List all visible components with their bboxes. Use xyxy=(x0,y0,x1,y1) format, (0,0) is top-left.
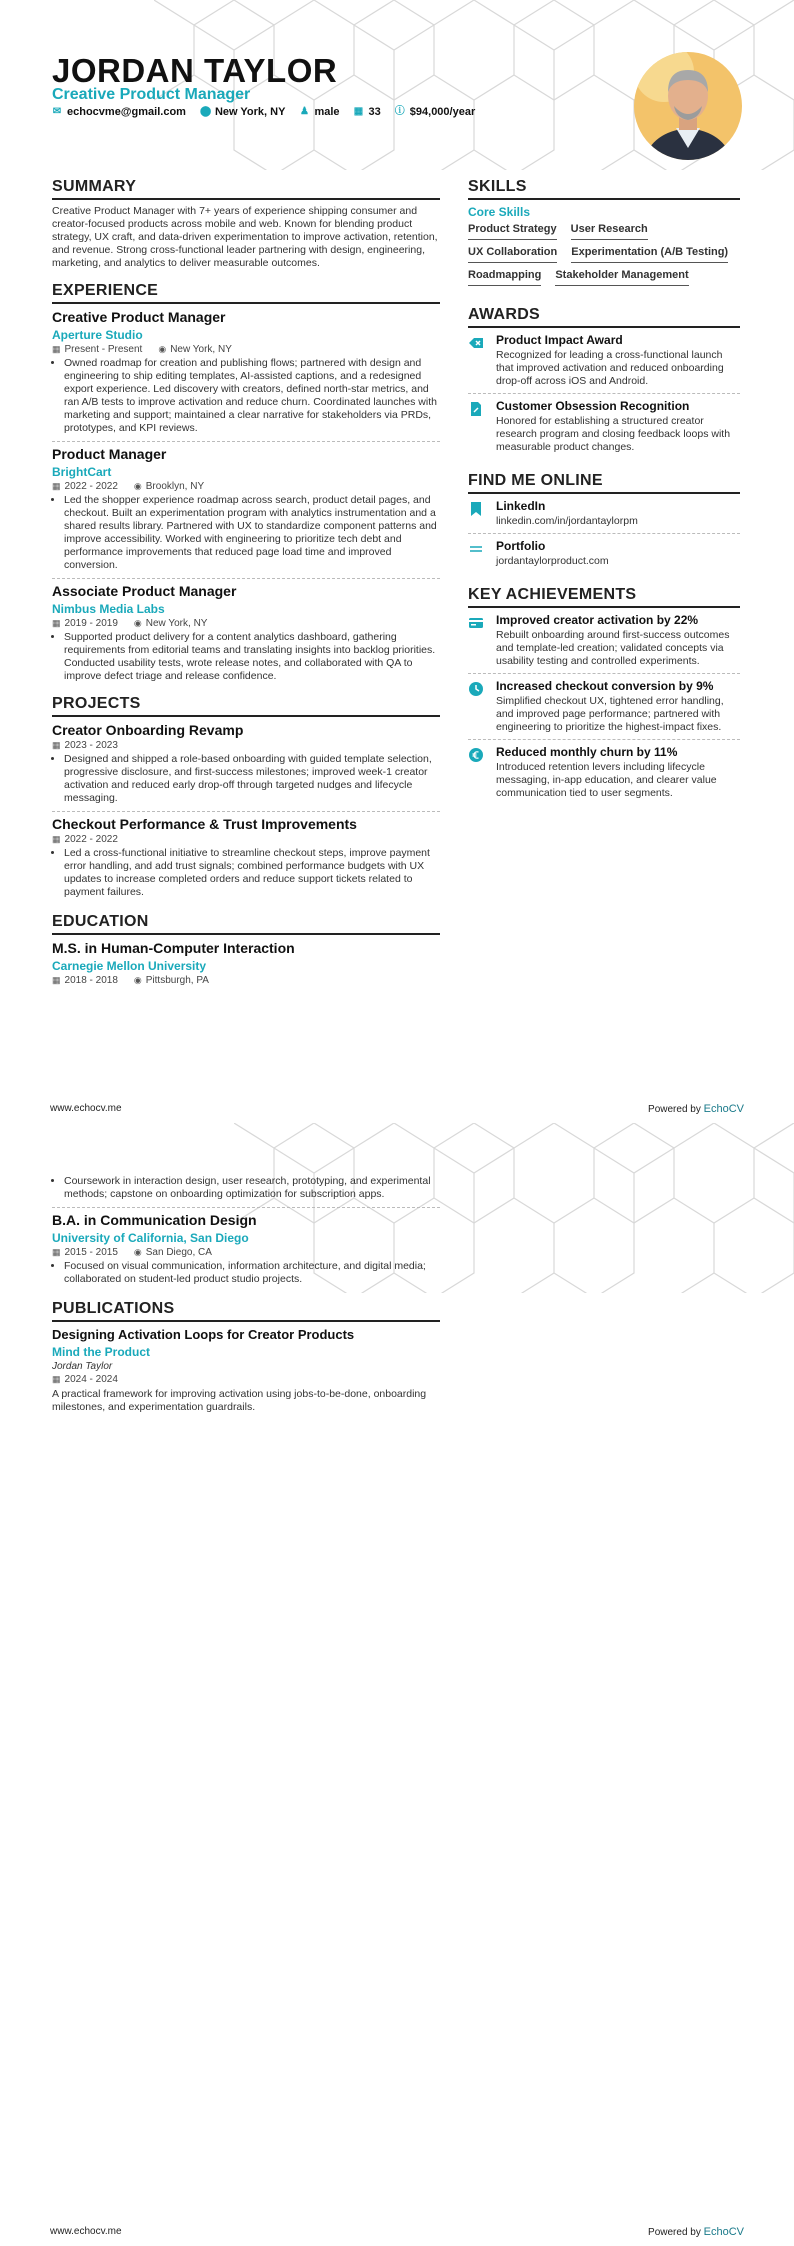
skill-tag: UX Collaboration xyxy=(468,246,557,263)
candidate-role: Creative Product Manager xyxy=(52,86,251,103)
resume-page-2 xyxy=(0,1123,794,2246)
document-icon xyxy=(468,401,484,417)
dates-text: 2022 - 2022 xyxy=(64,834,118,845)
brand-logo[interactable]: EchoCV xyxy=(703,2226,744,2238)
contact-email[interactable] xyxy=(52,106,186,118)
publication-desc: A practical framework for improving activation using jobs-to-be-done, onboarding milestones, and experimentation guardrails. xyxy=(52,1388,427,1413)
award-desc: Honored for establishing a structured creator research program and closing feedback loops with measurable product changes. xyxy=(496,415,731,453)
tag-icon xyxy=(468,335,484,351)
bullet-item: • Coursework in interaction design, user research, prototyping, and experimental methods; capstone on onboarding optimization for subscription apps. xyxy=(64,1175,440,1201)
dates-text: 2022 - 2022 xyxy=(64,481,118,492)
project-bullets xyxy=(52,847,440,899)
award-title: Customer Obsession Recognition xyxy=(496,399,690,413)
dates-text: 2023 - 2023 xyxy=(64,740,118,751)
divider xyxy=(468,533,740,534)
calendar-icon: ▦ xyxy=(353,106,364,117)
achievement-title: Improved creator activation by 22% xyxy=(496,613,699,627)
projects-heading: PROJECTS xyxy=(52,695,440,717)
summary-text: Creative Product Manager with 7+ years of experience shipping consumer and creator-focused products across mobile and web. Known for blending product strategy, UX craft, and data-driven experimentation to improve activation, retention, and revenue. Strong cross-functional leader partnering with design, engineering, marketing, and analytics to deliver measurable outcomes. xyxy=(52,205,438,269)
publication-dates xyxy=(52,1374,118,1385)
location-text: Brooklyn, NY xyxy=(145,481,205,492)
project-meta xyxy=(52,834,440,845)
job-bullets xyxy=(52,357,440,435)
age-text: 33 xyxy=(368,106,381,118)
publication-venue: Mind the Product xyxy=(52,1345,150,1359)
location-text: San Diego, CA xyxy=(145,1247,212,1258)
school-name: University of California, San Diego xyxy=(52,1231,249,1245)
experience-entry xyxy=(52,446,440,572)
location-pin-icon: ◉ xyxy=(133,481,142,491)
dates-text: 2019 - 2019 xyxy=(64,618,118,629)
footer-powered xyxy=(648,1103,744,1115)
online-label: Portfolio xyxy=(496,539,546,553)
job-location xyxy=(134,618,208,629)
footer-powered xyxy=(648,2226,744,2238)
calendar-icon: ▦ xyxy=(52,344,61,354)
education-bullets xyxy=(52,1260,440,1286)
calendar-icon: ▦ xyxy=(52,740,61,750)
left-column xyxy=(52,1173,440,1414)
job-dates xyxy=(52,344,142,355)
contact-age xyxy=(354,106,381,118)
calendar-icon: ▦ xyxy=(52,481,61,491)
calendar-icon: ▦ xyxy=(52,834,61,844)
envelope-icon: ✉ xyxy=(52,106,62,117)
job-dates xyxy=(52,481,118,492)
job-location xyxy=(134,481,204,492)
card-icon xyxy=(468,615,484,631)
online-link[interactable]: jordantaylorproduct.com xyxy=(496,555,609,567)
location-text: New York, NY xyxy=(214,106,286,118)
achievements-heading: KEY ACHIEVEMENTS xyxy=(468,586,740,608)
info-icon: ⓘ xyxy=(394,106,405,117)
bookmark-icon xyxy=(468,501,484,517)
project-bullets xyxy=(52,753,440,805)
divider xyxy=(468,739,740,740)
education-dates xyxy=(52,975,118,986)
email-text: echocvme@gmail.com xyxy=(67,106,186,118)
dates-text: Present - Present xyxy=(64,344,143,355)
euro-icon xyxy=(468,747,484,763)
powered-label: Powered by xyxy=(648,1104,701,1115)
location-pin-icon: ◉ xyxy=(133,618,142,628)
contact-salary xyxy=(395,106,475,118)
project-meta xyxy=(52,740,440,751)
calendar-icon: ▦ xyxy=(52,975,61,985)
education-meta xyxy=(52,1247,440,1258)
education-location xyxy=(134,975,209,986)
bullet-item: • Designed and shipped a role-based onboarding with guided template selection, progressive disclosure, and first-success milestones; improved week-1 creator activation and reduced early drop-off through targeted nudges and lifecycle messaging. xyxy=(64,753,440,805)
job-meta xyxy=(52,481,440,492)
location-pin-icon: ◉ xyxy=(133,1247,142,1257)
achievement-desc: Simplified checkout UX, tightened error handling, and improved page performance; partnered with engineering to prioritize the highest-impact fixes. xyxy=(496,695,724,733)
education-meta xyxy=(52,975,440,986)
online-item[interactable] xyxy=(468,499,740,528)
publication-title: Designing Activation Loops for Creator Products xyxy=(52,1327,355,1342)
location-text: Pittsburgh, PA xyxy=(145,975,209,986)
location-text: New York, NY xyxy=(170,344,232,355)
job-bullets xyxy=(52,631,440,683)
footer-site[interactable]: www.echocv.me xyxy=(50,2226,122,2237)
bullet-item: • Led the shopper experience roadmap across search, product detail pages, and checkout. Built an experimentation program with analytics instrumentation and a shared results library. Partnered with UX to standardize component patterns and improve accessibility. Worked with engineering to prioritize tech debt and performance improvements that reduced page load time and improved conversion. xyxy=(64,494,440,572)
skills-subheading: Core Skills xyxy=(468,205,531,219)
publication-entry xyxy=(52,1327,440,1414)
education-entry xyxy=(52,1212,440,1286)
job-bullets xyxy=(52,494,440,572)
degree-title: B.A. in Communication Design xyxy=(52,1212,257,1228)
company-name: Aperture Studio xyxy=(52,328,143,342)
calendar-icon: ▦ xyxy=(52,618,61,628)
job-meta xyxy=(52,344,440,355)
award-item xyxy=(468,399,740,454)
contact-gender xyxy=(299,106,339,118)
page-footer xyxy=(50,2226,744,2238)
powered-label: Powered by xyxy=(648,2227,701,2238)
education-bullets xyxy=(52,1175,440,1201)
divider xyxy=(52,578,440,579)
online-label: LinkedIn xyxy=(496,499,546,513)
education-heading: EDUCATION xyxy=(52,913,440,935)
online-link[interactable]: linkedin.com/in/jordantaylorpm xyxy=(496,515,638,527)
right-column xyxy=(468,178,740,800)
education-dates xyxy=(52,1247,118,1258)
degree-title: M.S. in Human-Computer Interaction xyxy=(52,940,295,956)
left-column xyxy=(52,178,440,986)
achievement-item xyxy=(468,745,740,800)
location-pin-icon: ◉ xyxy=(158,344,167,354)
publication-author: Jordan Taylor xyxy=(52,1361,113,1372)
achievement-item xyxy=(468,613,740,668)
salary-text: $94,000/year xyxy=(409,106,476,118)
achievement-title: Increased checkout conversion by 9% xyxy=(496,679,714,693)
divider xyxy=(52,1207,440,1208)
profile-photo xyxy=(634,52,742,160)
skill-tag: User Research xyxy=(571,223,648,240)
education-entry xyxy=(52,940,440,986)
achievement-desc: Rebuilt onboarding around first-success outcomes and template-led creation; validated concepts via usability testing and controlled experiments. xyxy=(496,629,730,667)
online-heading: FIND ME ONLINE xyxy=(468,472,740,494)
divider xyxy=(468,673,740,674)
skill-tag: Stakeholder Management xyxy=(555,269,688,286)
experience-entry xyxy=(52,583,440,683)
page-footer xyxy=(50,1103,744,1115)
project-entry xyxy=(52,722,440,805)
summary-heading: SUMMARY xyxy=(52,178,440,200)
dates-text: 2018 - 2018 xyxy=(64,975,118,986)
location-pin-icon: ◉ xyxy=(133,975,142,985)
experience-entry xyxy=(52,309,440,435)
project-dates xyxy=(52,740,118,751)
publication-meta xyxy=(52,1374,440,1385)
job-title: Associate Product Manager xyxy=(52,583,237,599)
calendar-icon: ▦ xyxy=(52,1247,61,1257)
contact-location xyxy=(200,106,286,118)
education-location xyxy=(134,1247,212,1258)
dates-text: 2024 - 2024 xyxy=(64,1374,118,1385)
divider xyxy=(52,441,440,442)
award-title: Product Impact Award xyxy=(496,333,623,347)
footer-site[interactable]: www.echocv.me xyxy=(50,1103,122,1114)
menu-icon xyxy=(468,541,484,557)
awards-heading: AWARDS xyxy=(468,306,740,328)
candidate-name: JORDAN TAYLOR xyxy=(52,52,338,89)
bullet-item: • Owned roadmap for creation and publishing flows; partnered with design and engineering to ship editing templates, AI-assisted captions, and a redesigned export experience. Led discovery with creators, defined north-star metrics, and ran A/B tests to improve activation and reduce churn. Coordinated launches with marketing and support; maintained a clear narrative for stakeholders via PRDs, prototypes, and KPI reviews. xyxy=(64,357,440,435)
publications-heading: PUBLICATIONS xyxy=(52,1300,440,1322)
job-meta xyxy=(52,618,440,629)
location-pin-icon: ⬤ xyxy=(199,106,212,117)
skills-heading: SKILLS xyxy=(468,178,740,200)
company-name: BrightCart xyxy=(52,465,112,479)
job-dates xyxy=(52,618,118,629)
achievement-item xyxy=(468,679,740,734)
company-name: Nimbus Media Labs xyxy=(52,602,165,616)
job-location xyxy=(158,344,232,355)
dates-text: 2015 - 2015 xyxy=(64,1247,118,1258)
contact-bar xyxy=(52,106,475,118)
skill-tag: Product Strategy xyxy=(468,223,557,240)
bullet-item: • Led a cross-functional initiative to streamline checkout steps, improve payment error handling, and add trust signals; combined performance budgets with UX updates to increase completed orders and reduce support tickets related to payment failures. xyxy=(64,847,440,899)
skill-tag: Roadmapping xyxy=(468,269,541,286)
job-title: Creative Product Manager xyxy=(52,309,226,325)
job-title: Product Manager xyxy=(52,446,167,462)
school-name: Carnegie Mellon University xyxy=(52,959,207,973)
achievement-desc: Introduced retention levers including lifecycle messaging, in-app education, and clearer value communication tied to user segments. xyxy=(496,761,717,799)
award-desc: Recognized for leading a cross-functional launch that improved activation and reduced onboarding drop-off across iOS and Android. xyxy=(496,349,724,387)
online-item[interactable] xyxy=(468,539,740,568)
divider xyxy=(468,393,740,394)
project-title: Checkout Performance & Trust Improvements xyxy=(52,816,357,832)
clock-icon xyxy=(468,681,484,697)
skills-list xyxy=(468,223,740,286)
achievement-title: Reduced monthly churn by 11% xyxy=(496,745,678,759)
experience-heading: EXPERIENCE xyxy=(52,282,440,304)
project-title: Creator Onboarding Revamp xyxy=(52,722,244,738)
calendar-icon: ▦ xyxy=(52,1374,61,1384)
divider xyxy=(52,811,440,812)
skill-tag: Experimentation (A/B Testing) xyxy=(571,246,728,263)
award-item xyxy=(468,333,740,388)
bullet-item: • Supported product delivery for a content analytics dashboard, gathering requirements from editorial teams and translating insights into backlog priorities. Conducted usability tests, wrote release notes, and collaborated with QA to improve defect triage and release confidence. xyxy=(64,631,440,683)
location-text: New York, NY xyxy=(145,618,208,629)
brand-logo[interactable]: EchoCV xyxy=(703,1103,744,1115)
gender-text: male xyxy=(314,106,340,118)
project-dates xyxy=(52,834,118,845)
project-entry xyxy=(52,816,440,899)
bullet-item: • Focused on visual communication, information architecture, and digital media; collaborated on student-led product studio projects. xyxy=(64,1260,440,1286)
person-icon: ♟ xyxy=(299,106,309,117)
